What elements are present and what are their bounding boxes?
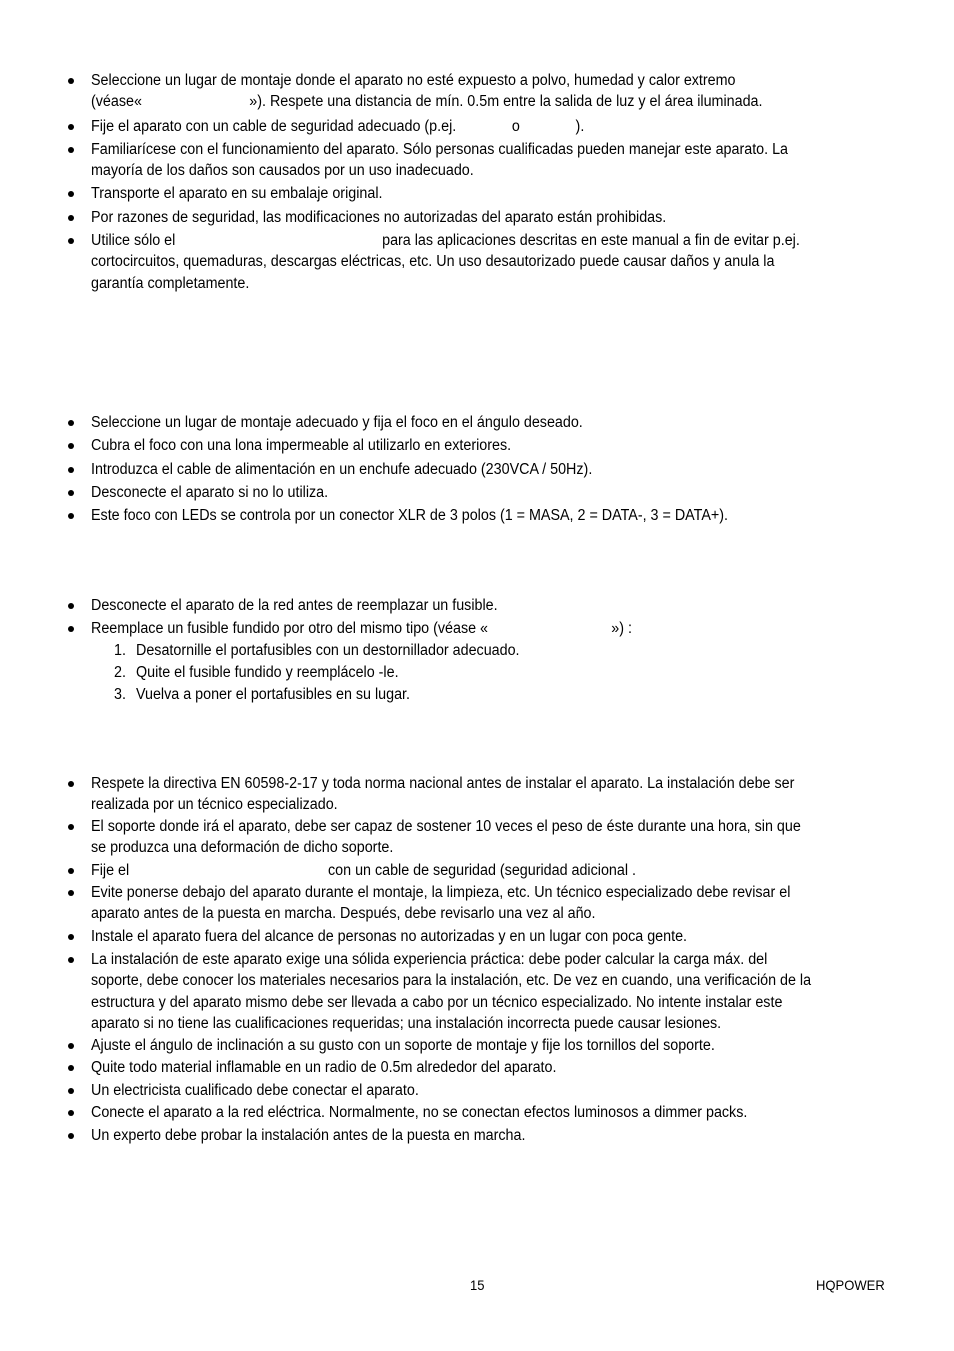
list-item-line: soporte, debe conocer los materiales necesarios para la instalación, etc. De vez en cuando, una verificación de la bbox=[91, 972, 812, 990]
list-item-line: Un electricista cualificado debe conectar el aparato. bbox=[91, 1082, 419, 1099]
step-number: 2. bbox=[114, 664, 126, 681]
list-item-line: Seleccione un lugar de montaje adecuado y fija el foco en el ángulo deseado. bbox=[91, 414, 583, 431]
bullet-icon bbox=[68, 603, 74, 609]
list-item-line: Quite todo material inflamable en un radio de 0.5m alrededor del aparato. bbox=[91, 1059, 557, 1076]
list-item-line: aparato antes de la puesta en marcha. Después, debe revisarlo una vez al año. bbox=[91, 905, 596, 923]
bullet-icon bbox=[68, 420, 74, 426]
step-text: Desatornille el portafusibles con un destornillador adecuado. bbox=[136, 642, 520, 659]
bullet-icon bbox=[68, 1043, 74, 1049]
bullet-icon bbox=[68, 78, 74, 84]
list-item-line: Fije el aparato con un cable de seguridad adecuado (p.ej. o ). bbox=[91, 118, 585, 135]
list-item-line: realizada por un técnico especializado. bbox=[91, 796, 338, 814]
list-item-line: Transporte el aparato en su embalaje original. bbox=[91, 185, 383, 202]
bullet-icon bbox=[68, 934, 74, 940]
footer-brand: HQPOWER bbox=[816, 1277, 885, 1293]
bullet-icon bbox=[68, 1133, 74, 1139]
list-item-line: Por razones de seguridad, las modificaciones no autorizadas del aparato están prohibidas. bbox=[91, 209, 667, 226]
list-item-line: Evite ponerse debajo del aparato durante el montaje, la limpieza, etc. Un técnico especializado debe revisar el bbox=[91, 884, 791, 901]
list-item-line: mayoría de los daños son causados por un uso inadecuado. bbox=[91, 162, 474, 180]
bullet-icon bbox=[68, 1065, 74, 1071]
list-item-line: Instale el aparato fuera del alcance de personas no autorizadas y en un lugar con poca gente. bbox=[91, 928, 688, 945]
bullet-icon bbox=[68, 1110, 74, 1116]
bullet-icon bbox=[68, 191, 74, 197]
list-item-line: El soporte donde irá el aparato, debe ser capaz de sostener 10 veces el peso de éste durante una hora, sin que bbox=[91, 818, 801, 835]
list-item-line: La instalación de este aparato exige una sólida experiencia práctica: debe poder calcular la carga máx. del bbox=[91, 951, 768, 968]
bullet-icon bbox=[68, 890, 74, 896]
list-item-line: Desconecte el aparato si no lo utiliza. bbox=[91, 484, 329, 501]
step-number: 1. bbox=[114, 642, 126, 659]
list-item-line: Reemplace un fusible fundido por otro del mismo tipo (véase « ») : bbox=[91, 620, 632, 637]
list-item-line: Respete la directiva EN 60598-2-17 y toda norma nacional antes de instalar el aparato. La instalación debe ser bbox=[91, 775, 795, 792]
step-number: 3. bbox=[114, 686, 126, 703]
list-item-line: Introduzca el cable de alimentación en un enchufe adecuado (230VCA / 50Hz). bbox=[91, 461, 593, 478]
list-item-line: Desconecte el aparato de la red antes de reemplazar un fusible. bbox=[91, 597, 498, 614]
list-item-line: Un experto debe probar la instalación antes de la puesta en marcha. bbox=[91, 1127, 526, 1144]
step-text: Vuelva a poner el portafusibles en su lugar. bbox=[136, 686, 410, 703]
list-item-line: se produzca una deformación de dicho soporte. bbox=[91, 839, 394, 857]
list-item-line: Conecte el aparato a la red eléctrica. Normalmente, no se conectan efectos luminosos a dimmer packs. bbox=[91, 1104, 748, 1121]
list-item-line: garantía completamente. bbox=[91, 274, 250, 292]
bullet-icon bbox=[68, 490, 74, 496]
bullet-icon bbox=[68, 124, 74, 130]
list-item-line: Seleccione un lugar de montaje donde el aparato no esté expuesto a polvo, humedad y calor extremo bbox=[91, 72, 736, 89]
bullet-icon bbox=[68, 957, 74, 963]
bullet-icon bbox=[68, 215, 74, 221]
bullet-icon bbox=[68, 868, 74, 874]
bullet-icon bbox=[68, 781, 74, 787]
page-number: 15 bbox=[470, 1277, 485, 1293]
bullet-icon bbox=[68, 147, 74, 153]
bullet-icon bbox=[68, 443, 74, 449]
list-item-line: cortocircuitos, quemaduras, descargas eléctricas, etc. Un uso desautorizado puede causar daños y anula la bbox=[91, 253, 775, 271]
list-item-line: aparato si no tiene las cualificaciones requeridas; una instalación incorrecta puede causar lesiones. bbox=[91, 1015, 722, 1033]
bullet-icon bbox=[68, 1088, 74, 1094]
bullet-icon bbox=[68, 513, 74, 519]
list-item-line: Cubra el foco con una lona impermeable al utilizarlo en exteriores. bbox=[91, 437, 512, 454]
list-item-line: Familiarícese con el funcionamiento del aparato. Sólo personas cualificadas pueden manejar este aparato. La bbox=[91, 141, 789, 158]
list-item-line: Fije el con un cable de seguridad (seguridad adicional . bbox=[91, 862, 636, 879]
bullet-icon bbox=[68, 467, 74, 473]
list-item-line: Ajuste el ángulo de inclinación a su gusto con un soporte de montaje y fije los tornillos del soporte. bbox=[91, 1037, 715, 1054]
step-text: Quite el fusible fundido y reemplácelo -le. bbox=[136, 664, 399, 681]
bullet-icon bbox=[68, 626, 74, 632]
list-item-line: estructura y del aparato mismo debe ser llevada a cabo por un técnico especializado. No intente instalar este bbox=[91, 993, 783, 1011]
list-item-line: Este foco con LEDs se controla por un conector XLR de 3 polos (1 = MASA, 2 = DATA-, 3 = DATA+). bbox=[91, 507, 728, 524]
list-item-line: Utilice sólo el para las aplicaciones descritas en este manual a fin de evitar p.ej. bbox=[91, 232, 800, 249]
bullet-icon bbox=[68, 238, 74, 244]
list-item-line: (véase« »). Respete una distancia de mín. 0.5m entre la salida de luz y el área iluminada. bbox=[91, 93, 763, 111]
bullet-icon bbox=[68, 824, 74, 830]
